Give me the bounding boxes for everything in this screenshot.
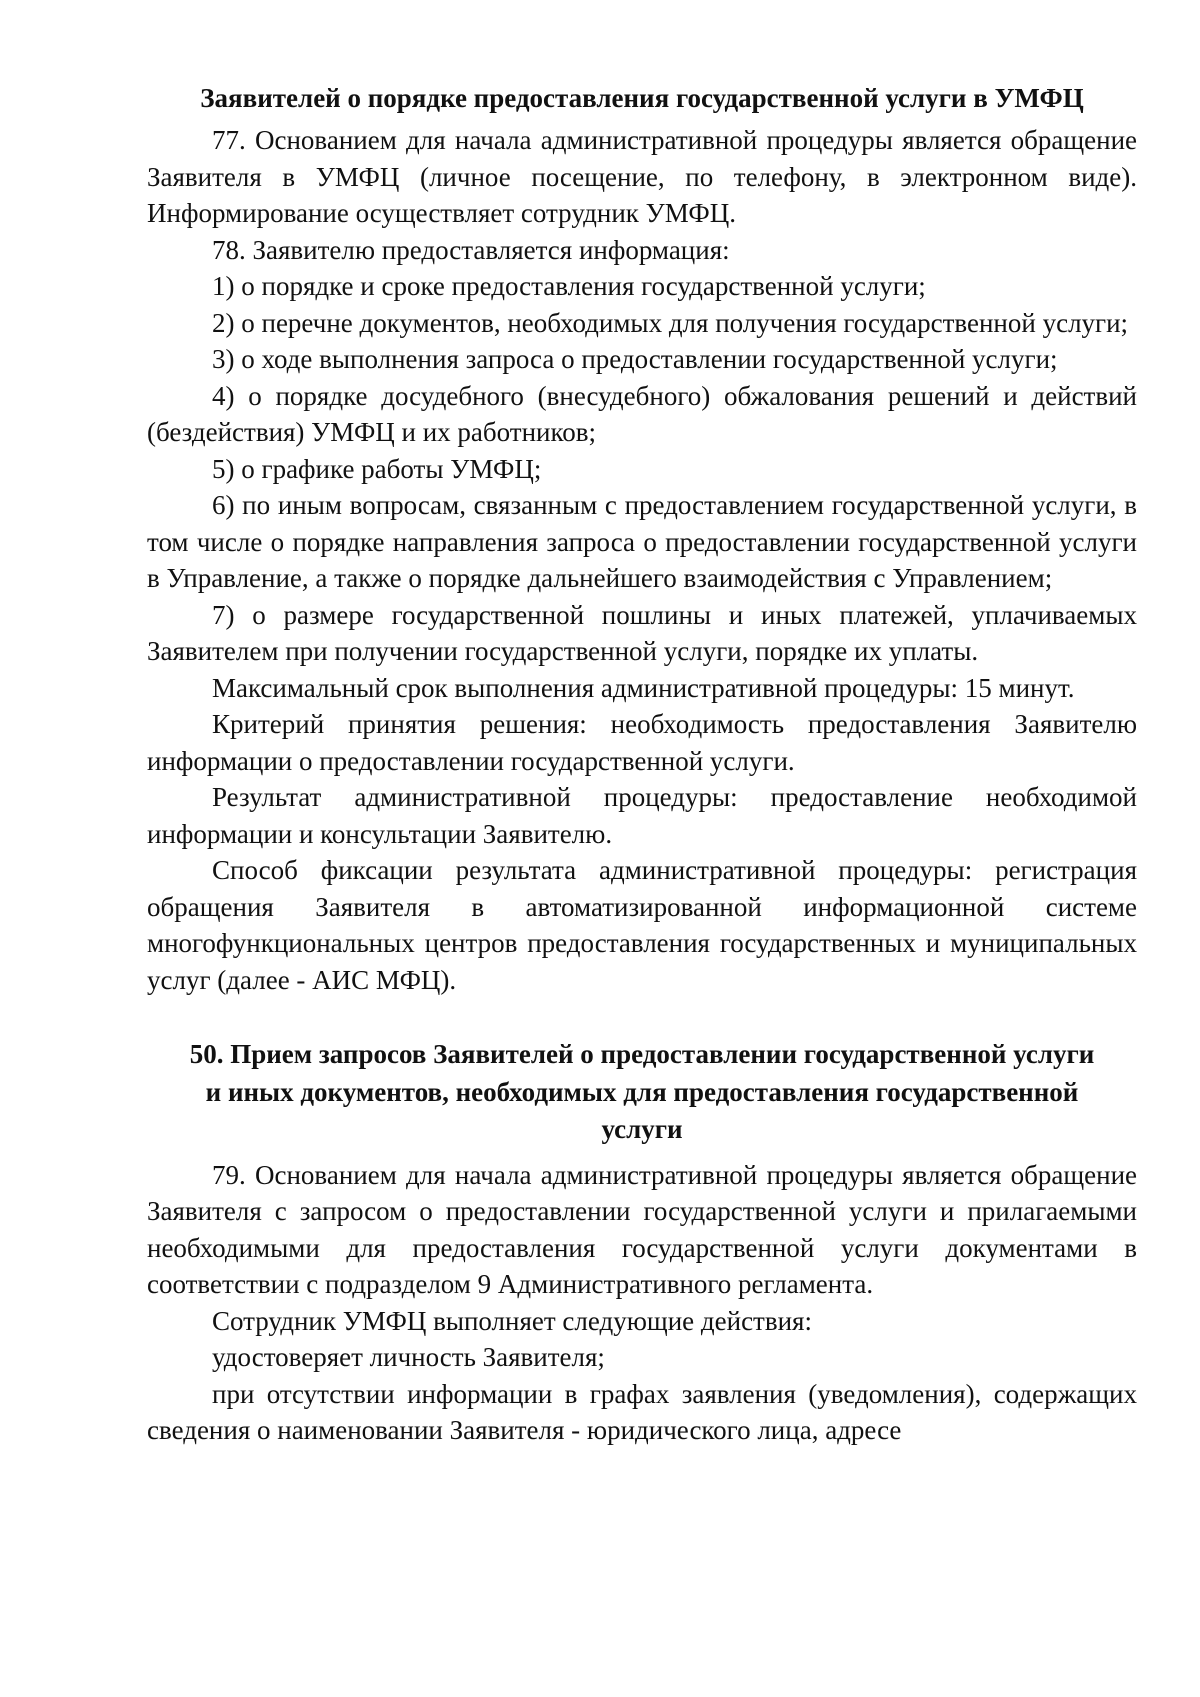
section-heading-50: 50. Прием запросов Заявителей о предоставлении государственной услуги и иных документов, необходимых для предоставления государственной услуги xyxy=(189,1039,1095,1144)
paragraph-77: 77. Основанием для начала административной процедуры является обращение Заявителя в УМФЦ (личное посещение, по телефону, в электронном виде). Информирование осуществляет сотрудник УМФЦ. xyxy=(147,125,1137,228)
list-item-4: 4) о порядке досудебного (внесудебного) обжалования решений и действий (бездействия) УМФЦ и их работников; xyxy=(147,380,1137,447)
missing-info-paragraph: при отсутствии информации в графах заявления (уведомления), содержащих сведения о наименовании Заявителя - юридического лица, адресе xyxy=(147,1378,1137,1445)
page-content xyxy=(147,80,1137,1449)
continued-heading: Заявителей о порядке предоставления государственной услуги в УМФЦ xyxy=(200,83,1084,113)
staff-actions-paragraph: Сотрудник УМФЦ выполняет следующие действия: xyxy=(212,1305,812,1336)
result-paragraph: Результат административной процедуры: предоставление необходимой информации и консультации Заявителю. xyxy=(147,782,1137,849)
list-item-1: 1) о порядке и сроке предоставления государственной услуги; xyxy=(212,271,926,301)
list-item-3: 3) о ходе выполнения запроса о предоставлении государственной услуги; xyxy=(212,344,1058,374)
list-item-7: 7) о размере государственной пошлины и иных платежей, уплачиваемых Заявителем при получении государственной услуги, порядке их уплаты. xyxy=(147,599,1137,666)
max-duration-paragraph: Максимальный срок выполнения административной процедуры: 15 минут. xyxy=(212,672,1075,703)
list-item-6: 6) по иным вопросам, связанным с предоставлением государственной услуги, в том числе о порядке направления запроса о предоставлении государственной услуги в Управление, а также о порядке дальнейшего взаимодействия с Управлением; xyxy=(147,490,1137,593)
paragraph-79: 79. Основанием для начала административной процедуры является обращение Заявителя с запросом о предоставлении государственной услуги и прилагаемыми необходимыми для предоставления государственной услуги документами в соответствии с подразделом 9 Административного регламента. xyxy=(147,1159,1137,1299)
list-item-5: 5) о графике работы УМФЦ; xyxy=(212,453,542,484)
paragraph-78: 78. Заявителю предоставляется информация: xyxy=(212,234,730,265)
decision-criterion-paragraph: Критерий принятия решения: необходимость предоставления Заявителю информации о предоставлении государственной услуги. xyxy=(147,709,1137,776)
fixation-method-paragraph: Способ фиксации результата административной процедуры: регистрация обращения Заявителя в автоматизированной информационной системе многофункциональных центров предоставления государственных и муниципальных услуг (далее - АИС МФЦ). xyxy=(147,855,1137,995)
identity-check-paragraph: удостоверяет личность Заявителя; xyxy=(212,1342,605,1372)
list-item-2: 2) о перечне документов, необходимых для получения государственной услуги; xyxy=(212,307,1129,338)
